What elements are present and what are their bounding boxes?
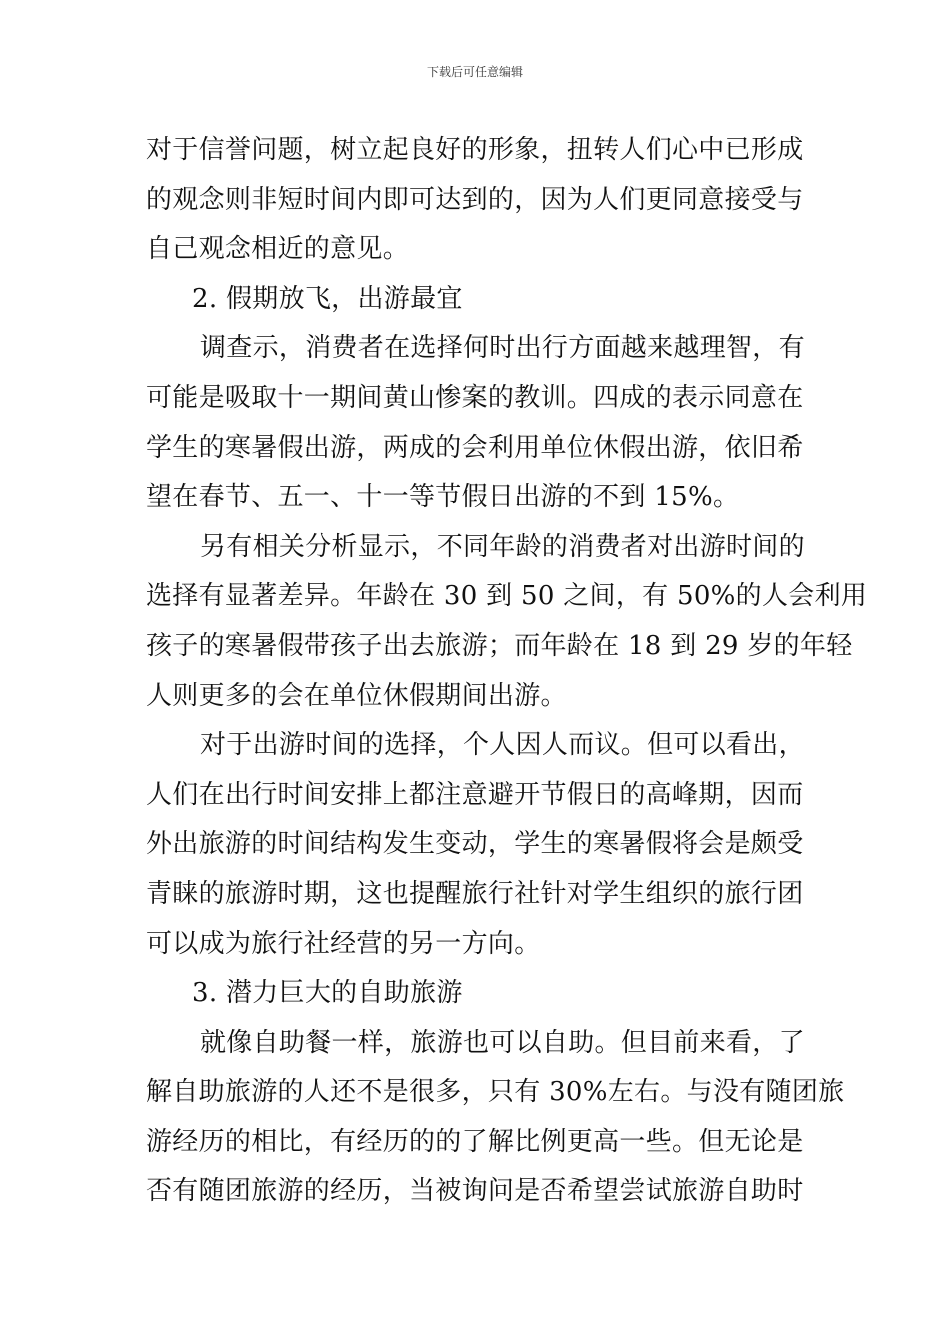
text-line: 的观念则非短时间内即可达到的，因为人们更同意接受与: [146, 184, 804, 215]
text-line: 望在春节、五一、十一等节假日出游的不到 15%。: [146, 482, 740, 513]
text-line: 青睐的旅游时期，这也提醒旅行社针对学生组织的旅行团: [146, 878, 804, 909]
text-line: 选择有显著差异。年龄在 30 到 50 之间，有 50%的人会利用: [146, 581, 868, 612]
paragraph-start: 对于出游时间的选择，个人因人而议。但可以看出，: [200, 730, 805, 761]
page-header-note: 下载后可任意编辑: [426, 65, 523, 79]
section-heading-2: 2. 假期放飞，出游最宜: [192, 283, 463, 314]
text-line: 解自助旅游的人还不是很多，只有 30%左右。与没有随团旅: [146, 1077, 845, 1108]
text-line: 人则更多的会在单位休假期间出游。: [146, 680, 567, 711]
text-line: 对于信誉问题，树立起良好的形象，扭转人们心中已形成: [146, 135, 804, 165]
text-line: 外出旅游的时间结构发生变动，学生的寒暑假将会是颇受: [146, 829, 804, 860]
paragraph-start: 就像自助餐一样，旅游也可以自助。但目前来看，了: [200, 1027, 805, 1058]
text-line: 自己观念相近的意见。: [146, 234, 410, 265]
text-line: 游经历的相比，有经历的的了解比例更高一些。但无论是: [146, 1126, 804, 1157]
text-line: 可能是吸取十一期间黄山惨案的教训。四成的表示同意在: [146, 382, 804, 413]
text-line: 孩子的寒暑假带孩子出去旅游；而年龄在 18 到 29 岁的年轻: [146, 630, 853, 661]
text-line: 人们在出行时间安排上都注意避开节假日的高峰期，因而: [146, 779, 804, 810]
section-heading-3: 3. 潜力巨大的自助旅游: [192, 978, 463, 1009]
text-line: 可以成为旅行社经营的另一方向。: [146, 928, 541, 959]
paragraph-start: 调查示，消费者在选择何时出行方面越来越理智，有: [200, 333, 805, 364]
text-line: 否有随团旅游的经历，当被询问是否希望尝试旅游自助时: [146, 1176, 804, 1207]
text-line: 学生的寒暑假出游，两成的会利用单位休假出游，依旧希: [146, 432, 804, 463]
paragraph-start: 另有相关分析显示，不同年龄的消费者对出游时间的: [200, 531, 805, 562]
document-body: [146, 126, 868, 1217]
